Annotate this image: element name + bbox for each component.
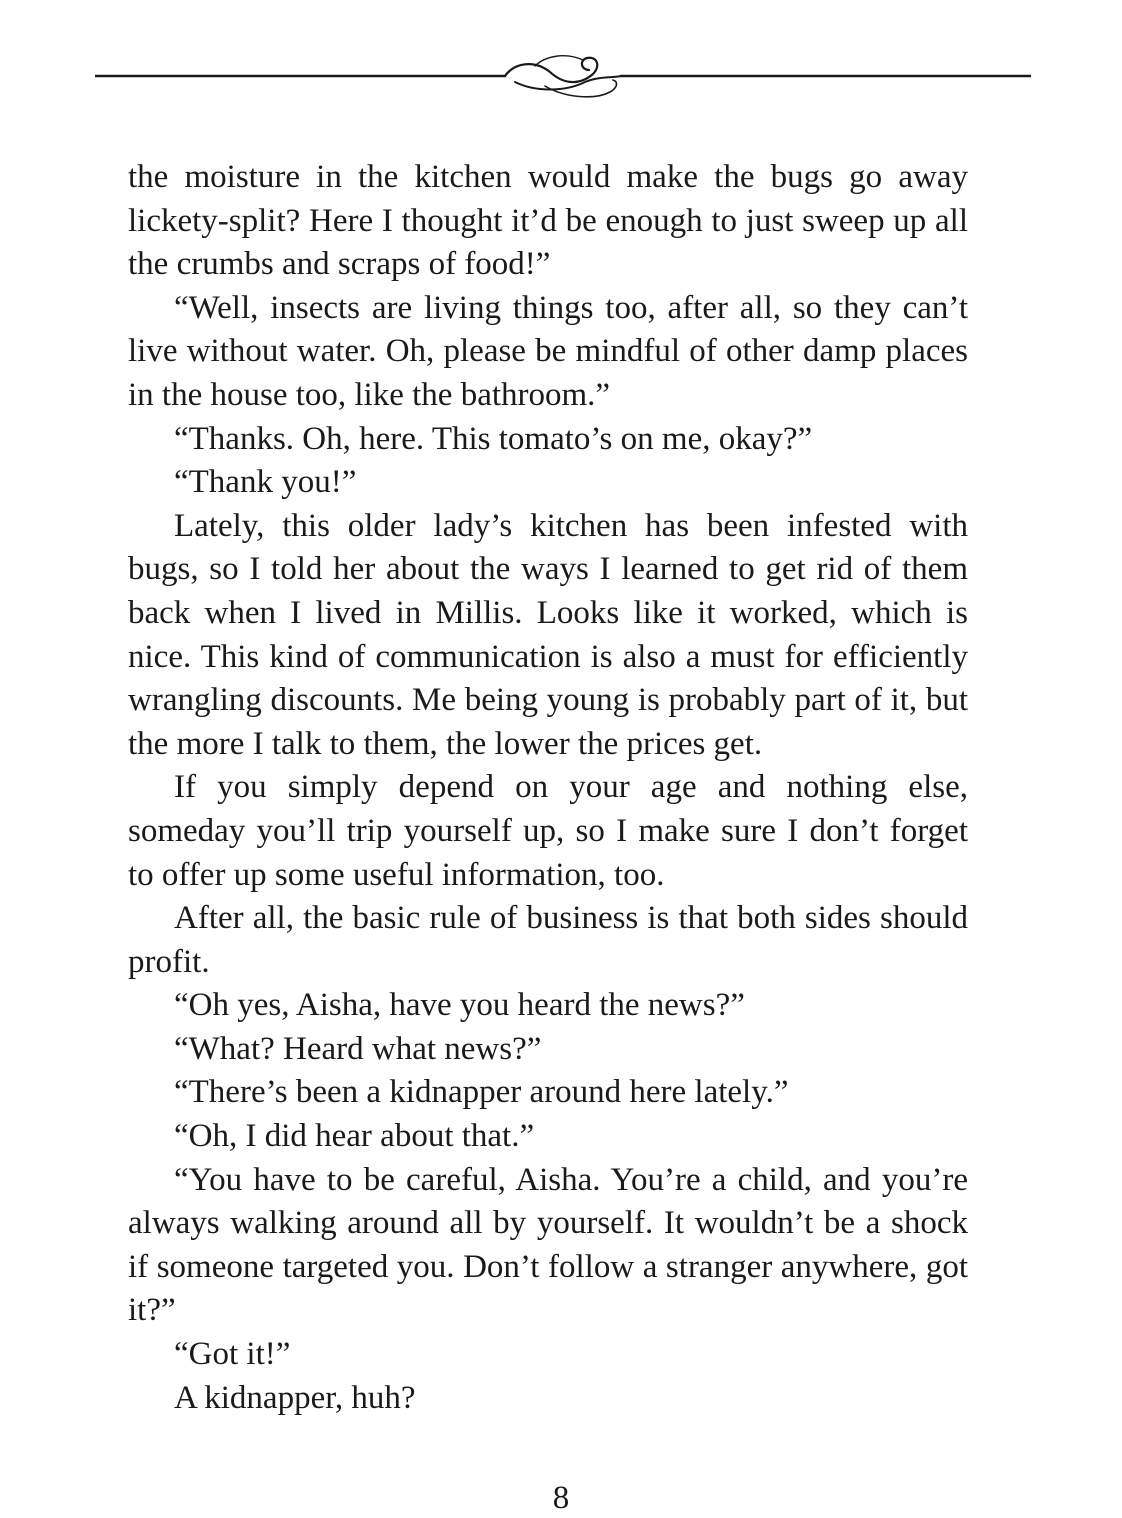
paragraph: After all, the basic rule of business is that both sides should profit.: [128, 900, 968, 980]
paragraph: the moisture in the kitchen would make the bugs go away lickety-split? Here I thought it’d be enough to just sweep up all the crumbs and scraps of food!”: [128, 159, 968, 283]
page-number: 8: [552, 1480, 570, 1516]
paragraph: “What? Heard what news?”: [174, 1030, 542, 1067]
paragraph: “Got it!”: [174, 1336, 291, 1373]
paragraph: “You have to be careful, Aisha. You’re a child, and you’re always walking around all by yourself. It wouldn’t be a shock if someone targeted you. Don’t follow a stranger anywhere, got it?”: [128, 1161, 968, 1329]
paragraph: “Thank you!”: [174, 464, 357, 501]
paragraph: “There’s been a kidnapper around here lately.”: [174, 1074, 789, 1111]
paragraph: If you simply depend on your age and nothing else, someday you’ll trip yourself up, so I make sure I don’t forget to offer up some useful information, too.: [128, 769, 968, 893]
paragraph: A kidnapper, huh?: [174, 1379, 416, 1416]
flourish-divider-icon: [95, 52, 1031, 108]
paragraph: “Oh, I did hear about that.”: [174, 1118, 535, 1155]
paragraph: “Thanks. Oh, here. This tomato’s on me, okay?”: [174, 420, 813, 457]
paragraph: “Oh yes, Aisha, have you heard the news?”: [174, 987, 745, 1024]
paragraph: Lately, this older lady’s kitchen has been infested with bugs, so I told her about the ways I learned to get rid of them back when I lived in Millis. Looks like it worked, which is nice. This kind of communication is also a must for efficiently wrangling discounts. Me being young is probably part of it, but the more I talk to them, the lower the prices get.: [128, 507, 968, 762]
paragraph: “Well, insects are living things too, after all, so they can’t live without water. Oh, please be mindful of other damp places in the house too, like the bathroom.”: [128, 289, 968, 413]
body-text: [128, 156, 968, 1420]
